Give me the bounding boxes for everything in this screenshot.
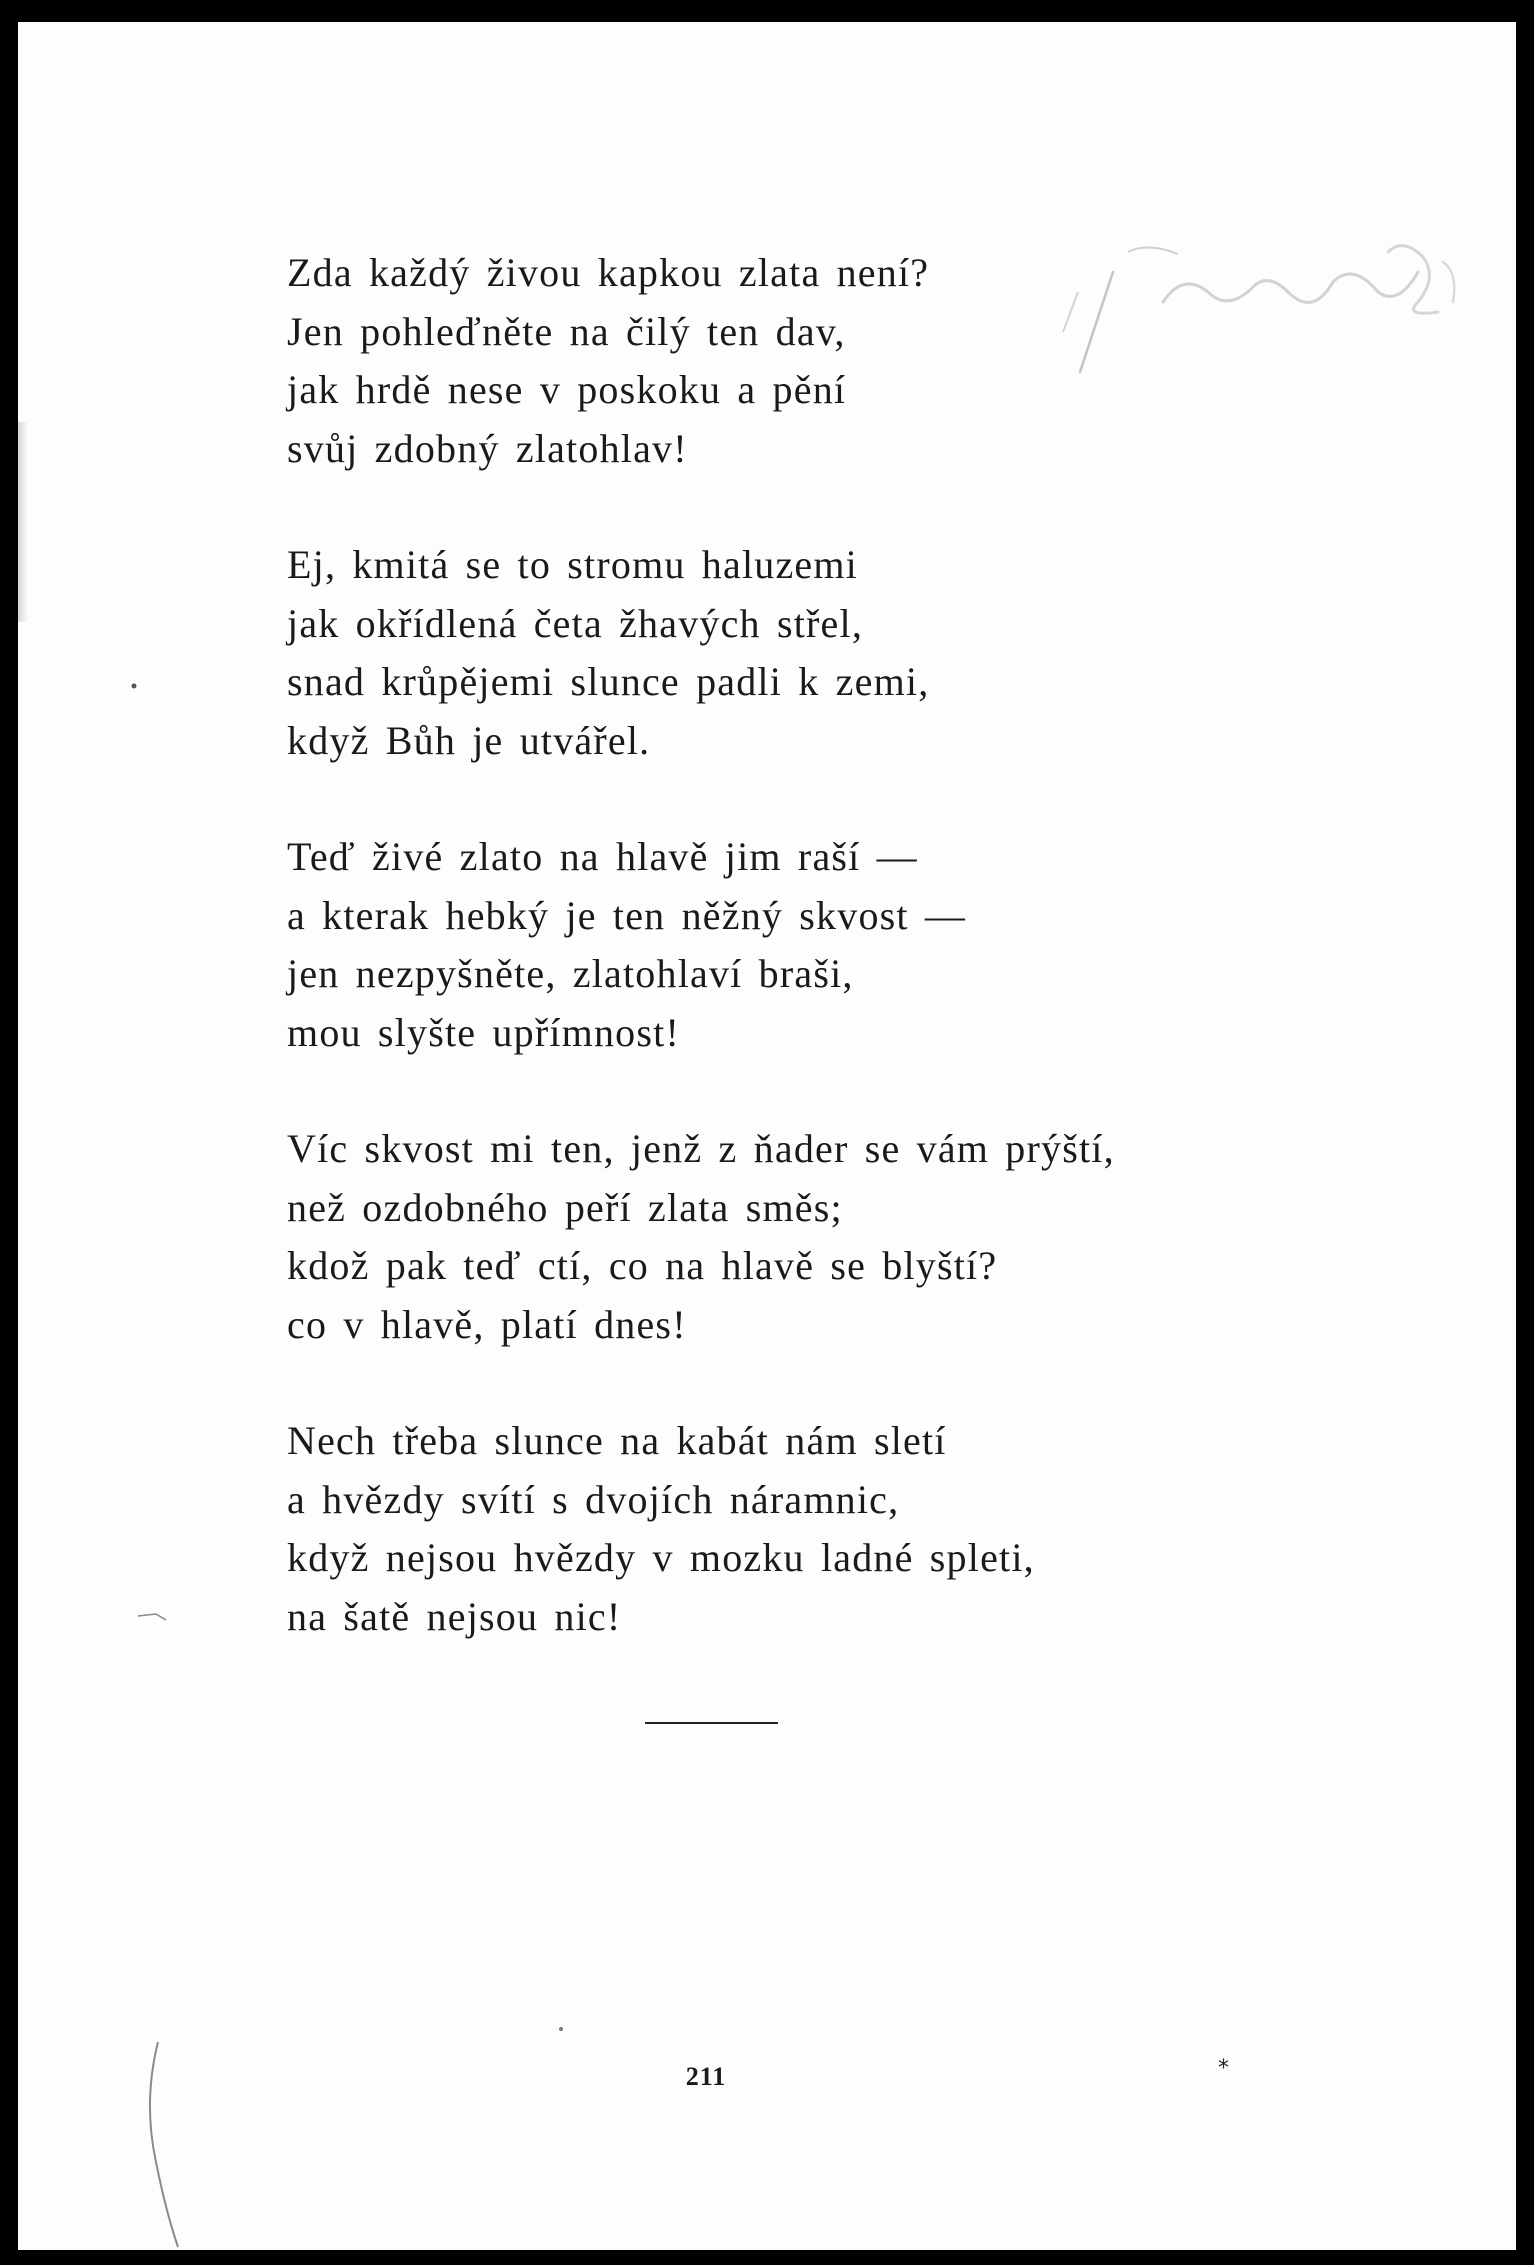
verse-line: svůj zdobný zlatohlav! — [287, 425, 688, 471]
verse-line: mou slyšte upřímnost! — [287, 1009, 680, 1055]
verse-line: Teď živé zlato na hlavě jim raší — — [287, 834, 918, 879]
asterisk-icon: * — [1218, 2056, 1229, 2081]
stanza-1 — [287, 244, 1115, 478]
stanza-4 — [287, 1120, 1115, 1354]
verse-line: když Bůh je utvářel. — [287, 717, 651, 763]
verse-line: než ozdobného peří zlata směs; — [287, 1184, 843, 1230]
verse-line: a hvězdy svítí s dvojích náramnic, — [287, 1476, 900, 1522]
spine-shadow — [18, 422, 28, 622]
page-number: 211 — [685, 2062, 727, 2091]
verse-line: kdož pak teď ctí, co na hlavě se blyští? — [287, 1243, 998, 1288]
section-divider — [645, 1722, 778, 1724]
verse-line: jak hrdě nese v poskoku a pění — [287, 367, 847, 412]
book-page — [18, 22, 1516, 2250]
speck-icon — [556, 2024, 566, 2034]
margin-tick-icon — [136, 1606, 176, 1626]
verse-line: když nejsou hvězdy v mozku ladné spleti, — [287, 1535, 1035, 1580]
stanza-5 — [287, 1412, 1115, 1646]
margin-dot-icon — [128, 680, 140, 692]
verse-line: Víc skvost mi ten, jenž z ňader se vám prýští, — [287, 1126, 1115, 1171]
verse-line: Nech třeba slunce na kabát nám sletí — [287, 1418, 947, 1463]
stanza-3 — [287, 828, 1115, 1062]
verse-line: Zda každý živou kapkou zlata není? — [287, 250, 930, 295]
verse-line: Jen pohleďněte na čilý ten dav, — [287, 308, 846, 354]
verse-line: co v hlavě, platí dnes! — [287, 1301, 687, 1347]
stanza-2 — [287, 536, 1115, 770]
verse-line: jak okřídlená četa žhavých střel, — [287, 600, 864, 646]
poem — [287, 244, 1115, 1704]
pencil-scribble-icon — [1058, 232, 1478, 392]
verse-line: a kterak hebký je ten něžný skvost — — [287, 892, 967, 938]
verse-line: na šatě nejsou nic! — [287, 1593, 622, 1639]
verse-line: snad krůpějemi slunce padli k zemi, — [287, 659, 930, 704]
margin-pencil-line-icon — [138, 2042, 198, 2250]
verse-line: jen nezpyšněte, zlatohlaví braši, — [287, 951, 854, 996]
verse-line: Ej, kmitá se to stromu haluzemi — [287, 542, 858, 587]
